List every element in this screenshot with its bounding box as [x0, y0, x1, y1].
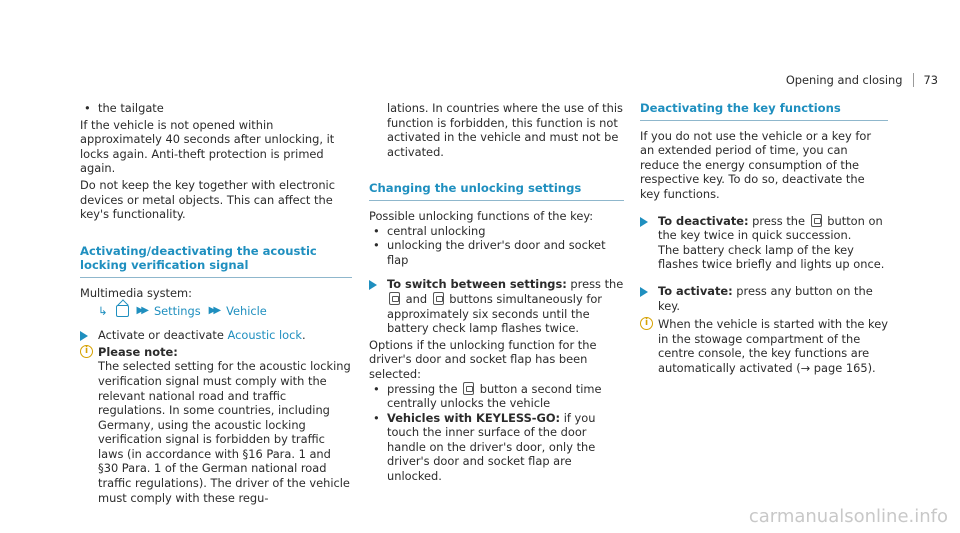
menu-vehicle: Vehicle	[226, 303, 267, 318]
list-item: • unlocking the driver's door and socket flap	[369, 238, 624, 267]
home-icon	[116, 305, 129, 317]
menu-path	[80, 304, 352, 319]
step-title: To activate:	[658, 283, 733, 298]
left-column	[80, 101, 352, 505]
paragraph: Do not keep the key together with electronic devices or metal objects. This can affect the key's functionality.	[80, 177, 335, 222]
item-title: Vehicles with KEYLESS-GO:	[387, 410, 561, 425]
paragraph: If the vehicle is not opened within approximately 40 seconds after unlocking, it locks again. Anti-theft protection is primed again.	[80, 117, 335, 176]
step-arrow-icon	[640, 287, 648, 297]
list-item: • central unlocking	[369, 224, 624, 239]
step-arrow-icon	[80, 331, 88, 341]
paragraph: lations. In countries where the use of this function is forbidden, this function is not activated in the vehicle and must not be activated.	[387, 101, 623, 159]
paragraph: Options if the unlocking function for the driver's door and socket flap has been selected:	[369, 337, 597, 381]
instruction-step	[640, 214, 888, 243]
note-text: When the vehicle is started with the key in the stowage compartment of the centre console, the key functions are automatically activated (→ page 165).	[658, 317, 888, 375]
item-text: pressing the	[387, 381, 462, 396]
watermark: carmanualsonline.info	[748, 506, 948, 527]
instruction-step	[80, 328, 352, 343]
step-arrow-icon	[640, 217, 648, 227]
list-item	[369, 382, 624, 411]
unlock-key-icon	[463, 382, 474, 395]
step-text: Activate or deactivate	[98, 328, 228, 343]
item-text: if you touch the inner surface of the door handle on the driver's door, only the driver's door and socket flap are unlocked.	[387, 410, 596, 484]
instruction-step	[640, 284, 888, 313]
paragraph: Multimedia system:	[80, 285, 192, 300]
step-title: To deactivate:	[658, 213, 749, 228]
lock-key-icon	[811, 214, 822, 227]
step-arrow-icon	[369, 280, 377, 290]
step-text: button on the key twice in quick succession.	[658, 213, 883, 243]
divider	[369, 200, 624, 201]
section-heading: Activating/deactivating the acoustic locking verification signal	[80, 243, 317, 273]
note-text: The selected setting for the acoustic locking verification signal must comply with the relevant national road and traffic regulations. In some countries, including Germany, using the acoustic locking verification signal is forbidden by traffic laws (in accordance with §16 Para. 1 and §30 Para. 1 of the German national road traffic regulations). The driver of the vehicle must comply with these regu-	[98, 359, 351, 505]
info-icon: i	[80, 345, 93, 358]
note	[640, 317, 888, 375]
note-title: Please note:	[98, 344, 178, 359]
info-icon: i	[640, 317, 653, 330]
acoustic-lock-link: Acoustic lock	[227, 328, 302, 343]
step-result: The battery check lamp of the key flashes twice briefly and lights up once.	[658, 242, 885, 272]
chevron-double-icon: ▶▶	[208, 304, 219, 316]
note	[80, 345, 352, 506]
chevron-double-icon: ▶▶	[136, 304, 146, 316]
list-item	[369, 411, 624, 484]
item-text: button a second time centrally unlocks the vehicle	[387, 381, 602, 411]
paragraph: If you do not use the vehicle or a key for an extended period of time, you can reduce the energy consumption of the respective key. To do so, deactivate the key functions.	[640, 128, 872, 201]
lock-key-icon	[433, 292, 444, 305]
divider	[640, 120, 888, 121]
right-column	[640, 101, 888, 376]
return-arrow-icon: ↳	[98, 303, 108, 318]
paragraph: Possible unlocking functions of the key:	[369, 208, 594, 223]
instruction-step	[369, 277, 624, 335]
step-text: press any button on the key.	[658, 283, 873, 313]
step-title: To switch between settings:	[387, 277, 567, 292]
section-heading: Deactivating the key functions	[640, 101, 841, 115]
page-number: 73	[913, 73, 939, 87]
unlock-key-icon	[389, 292, 400, 305]
step-text: and	[402, 291, 431, 306]
step-text: press the	[566, 277, 624, 292]
menu-settings: Settings	[153, 303, 201, 318]
step-text: .	[302, 328, 306, 343]
section-title: Opening and closing	[785, 73, 903, 87]
section-heading: Changing the unlocking settings	[369, 181, 582, 196]
step-text: buttons simultaneously for approximately six seconds until the battery check lamp flashes twice.	[387, 291, 602, 336]
middle-column	[369, 101, 624, 484]
list-item: • the tailgate	[80, 101, 352, 116]
page-header	[786, 73, 938, 87]
divider	[80, 277, 352, 278]
step-text: press the	[748, 213, 809, 228]
